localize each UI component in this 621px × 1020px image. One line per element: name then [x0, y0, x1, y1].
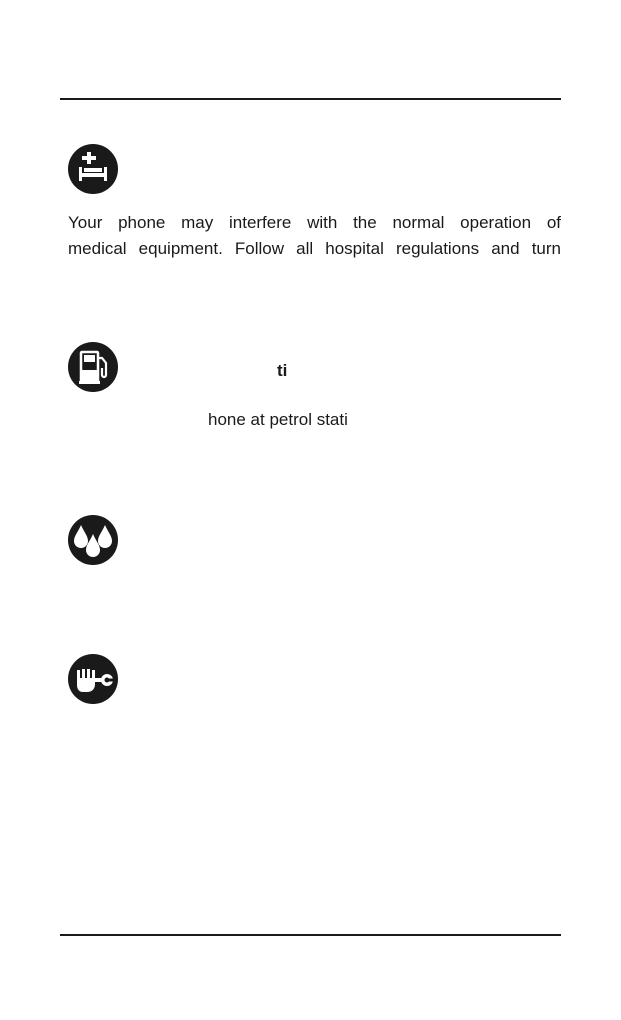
hospital-warning-text — [68, 210, 561, 262]
hand-wrench-icon — [68, 654, 118, 704]
top-rule — [60, 98, 561, 100]
bottom-rule — [60, 934, 561, 936]
petrol-heading-fragment: ti — [277, 361, 288, 380]
paragraph-line: Your phone may interfere with the normal operation of — [68, 213, 561, 232]
fuel-pump-icon — [68, 342, 118, 392]
hospital-bed-icon — [68, 144, 118, 194]
petrol-body-fragment: hone at petrol stati — [208, 410, 348, 429]
paragraph-line: medical equipment. Follow all hospital regulations and turn — [68, 239, 561, 258]
water-drops-icon — [68, 515, 118, 565]
